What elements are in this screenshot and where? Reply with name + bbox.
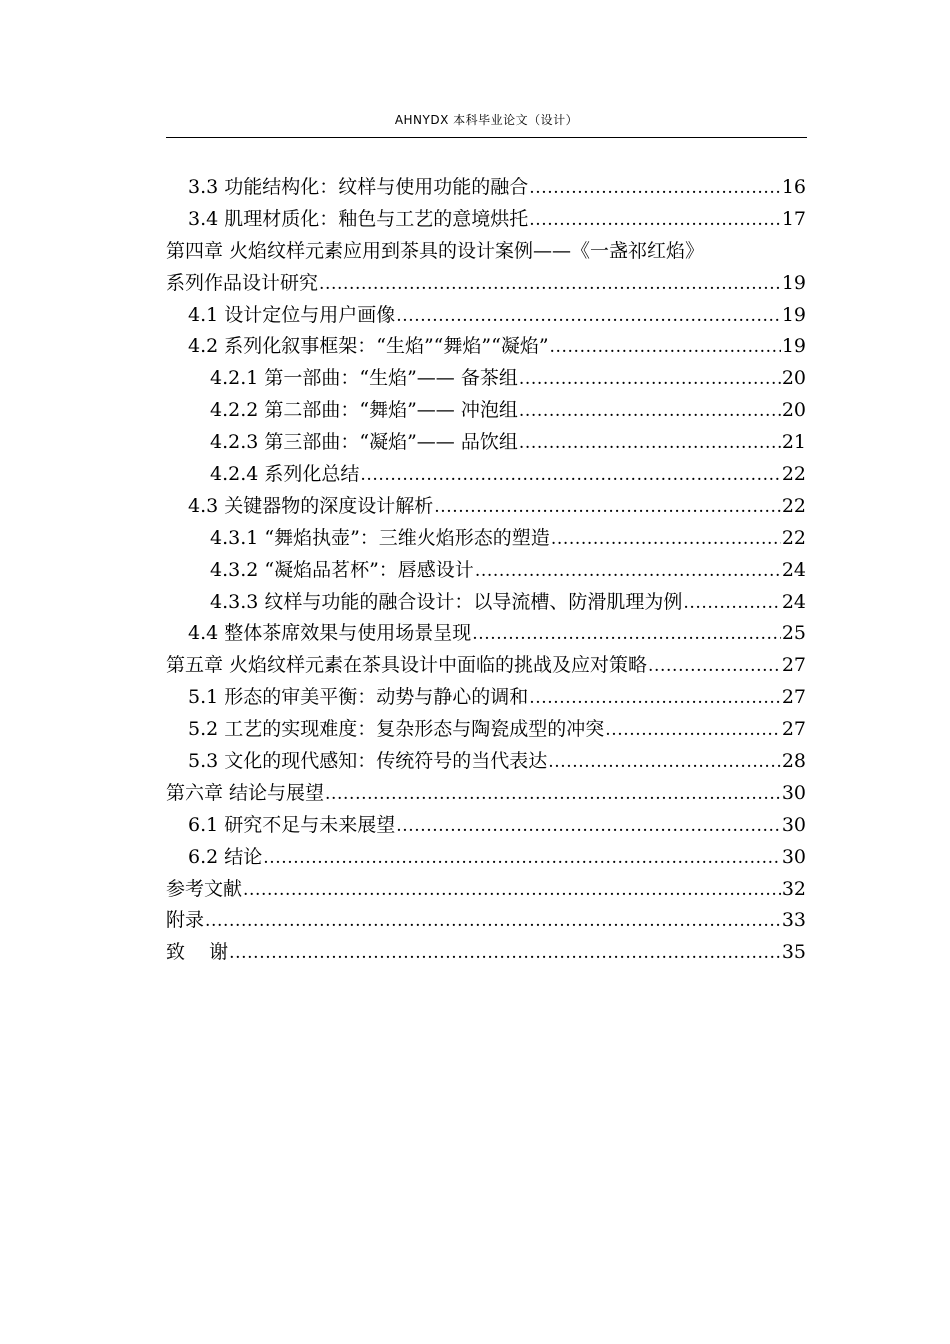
- toc-entry-title: 参考文献: [166, 877, 243, 900]
- toc-entry-page: 20: [781, 367, 806, 390]
- header-rule: [166, 137, 807, 138]
- toc-entry-page: 24: [781, 590, 806, 613]
- toc-entry-title: 4.2.1 第一部曲：“生焰”—— 备茶组: [210, 367, 518, 390]
- toc-entry-title: 系列作品设计研究: [166, 271, 319, 294]
- toc-leader-dots: [519, 401, 781, 421]
- toc-entry-page: 30: [781, 813, 806, 836]
- toc-entry-page: 22: [781, 463, 806, 486]
- toc-entry-title: 4.3 关键器物的深度设计解析: [188, 494, 434, 517]
- toc-entry-title: 第四章 火焰纹样元素应用到茶具的设计案例——《一盏祁红焰》: [166, 239, 705, 262]
- toc-entry-title: 第六章 结论与展望: [166, 781, 325, 804]
- toc-entry-page: 16: [781, 176, 806, 198]
- toc-entry-3-4[interactable]: [166, 204, 806, 236]
- toc-entry-6-1[interactable]: [166, 810, 806, 842]
- toc-entry-chapter-6[interactable]: [166, 778, 806, 810]
- toc-entry-page: 30: [781, 781, 806, 804]
- toc-leader-dots: [472, 624, 781, 644]
- toc-entry-3-3[interactable]: [166, 172, 806, 204]
- toc-leader-dots: [319, 274, 781, 294]
- toc-entry-page: 22: [781, 526, 806, 549]
- toc-entry-chapter-4[interactable]: [166, 236, 806, 268]
- toc-leader-dots: [360, 465, 780, 485]
- toc-leader-dots: [548, 752, 781, 772]
- toc-entry-title: 致 谢: [166, 941, 229, 964]
- toc-entry-page: 27: [781, 686, 806, 709]
- toc-entry-title: 第五章 火焰纹样元素在茶具设计中面临的挑战及应对策略: [166, 654, 648, 677]
- toc-entry-acknowledgements[interactable]: [166, 937, 806, 969]
- toc-entry-title: 附录: [166, 909, 205, 932]
- toc-entry-4-2-2[interactable]: [166, 395, 806, 427]
- toc-entry-title: 4.1 设计定位与用户画像: [188, 303, 396, 326]
- toc-entry-chapter-4-cont[interactable]: [166, 268, 806, 300]
- toc-entry-title: 4.3.1 “舞焰执壶”：三维火焰形态的塑造: [210, 526, 550, 549]
- toc-entry-5-3[interactable]: [166, 746, 806, 778]
- toc-entry-4-2[interactable]: [166, 331, 806, 363]
- toc-entry-page: 20: [781, 399, 806, 422]
- running-header: AHNYDX 本科毕业论文（设计）: [394, 113, 579, 127]
- toc-entry-page: 24: [781, 558, 806, 581]
- toc-entry-page: 27: [781, 718, 806, 741]
- toc-entry-page: 22: [781, 494, 806, 517]
- toc-entry-title: 4.2.2 第二部曲：“舞焰”—— 冲泡组: [210, 399, 518, 422]
- toc-entry-title: 4.2 系列化叙事框架：“生焰”“舞焰”“凝焰”: [188, 335, 549, 358]
- toc-entry-appendix[interactable]: [166, 905, 806, 937]
- toc-entry-title: 5.3 文化的现代感知：传统符号的当代表达: [188, 750, 548, 773]
- toc-entry-4-3-3[interactable]: [166, 587, 806, 619]
- toc-entry-page: 32: [781, 877, 806, 900]
- toc-leader-dots: [529, 178, 781, 198]
- toc-entry-page: 27: [781, 654, 806, 677]
- toc-entry-title: 4.2.3 第三部曲：“凝焰”—— 品饮组: [210, 431, 518, 454]
- toc-entry-title: 5.2 工艺的实现难度：复杂形态与陶瓷成型的冲突: [188, 718, 605, 741]
- toc-leader-dots: [519, 369, 781, 389]
- toc-entry-page: 21: [781, 431, 806, 454]
- toc-entry-title: 4.3.2 “凝焰品茗杯”：唇感设计: [210, 558, 474, 581]
- toc-entry-page: 19: [781, 271, 806, 294]
- toc-leader-dots: [475, 561, 781, 581]
- toc-leader-dots: [648, 656, 781, 676]
- toc-entry-chapter-5[interactable]: [166, 650, 806, 682]
- toc-entry-references[interactable]: [166, 874, 806, 906]
- toc-entry-4-1[interactable]: [166, 300, 806, 332]
- toc-entry-page: 17: [781, 207, 806, 230]
- toc-entry-title: 4.4 整体茶席效果与使用场景呈现: [188, 622, 472, 645]
- toc-leader-dots: [325, 784, 781, 804]
- toc-entry-page: 19: [781, 303, 806, 326]
- toc-leader-dots: [229, 943, 781, 963]
- toc-entry-4-3-2[interactable]: [166, 555, 806, 587]
- toc-leader-dots: [396, 816, 781, 836]
- toc-leader-dots: [529, 210, 781, 230]
- toc-entry-page: 28: [781, 750, 806, 773]
- toc-leader-dots: [529, 688, 781, 708]
- toc-entry-title: 5.1 形态的审美平衡：动势与静心的调和: [188, 686, 529, 709]
- table-of-contents: [166, 172, 806, 969]
- toc-entry-4-2-4[interactable]: [166, 459, 806, 491]
- toc-leader-dots: [263, 848, 781, 868]
- toc-entry-title: 3.3 功能结构化：纹样与使用功能的融合: [188, 176, 529, 198]
- toc-leader-dots: [519, 433, 781, 453]
- toc-entry-title: 4.2.4 系列化总结: [210, 463, 360, 486]
- toc-entry-title: 3.4 肌理材质化：釉色与工艺的意境烘托: [188, 207, 529, 230]
- toc-entry-4-3[interactable]: [166, 491, 806, 523]
- toc-entry-page: 33: [781, 909, 806, 932]
- toc-entry-title: 4.3.3 纹样与功能的融合设计：以导流槽、防滑肌理为例: [210, 590, 683, 613]
- toc-leader-dots: [205, 911, 781, 931]
- toc-entry-title: 6.2 结论: [188, 845, 263, 868]
- toc-entry-title: 6.1 研究不足与未来展望: [188, 813, 396, 836]
- toc-leader-dots: [551, 529, 781, 549]
- toc-entry-page: 25: [781, 622, 806, 645]
- toc-entry-4-4[interactable]: [166, 618, 806, 650]
- toc-entry-4-3-1[interactable]: [166, 523, 806, 555]
- toc-entry-5-2[interactable]: [166, 714, 806, 746]
- toc-leader-dots: [550, 337, 781, 357]
- toc-entry-page: 19: [781, 335, 806, 358]
- toc-leader-dots: [683, 593, 780, 613]
- toc-leader-dots: [605, 720, 781, 740]
- toc-leader-dots: [396, 306, 781, 326]
- toc-leader-dots: [243, 880, 781, 900]
- toc-entry-6-2[interactable]: [166, 842, 806, 874]
- toc-entry-4-2-1[interactable]: [166, 363, 806, 395]
- toc-entry-page: 30: [781, 845, 806, 868]
- toc-leader-dots: [434, 497, 781, 517]
- toc-entry-4-2-3[interactable]: [166, 427, 806, 459]
- toc-entry-page: 35: [781, 941, 806, 964]
- toc-entry-5-1[interactable]: [166, 682, 806, 714]
